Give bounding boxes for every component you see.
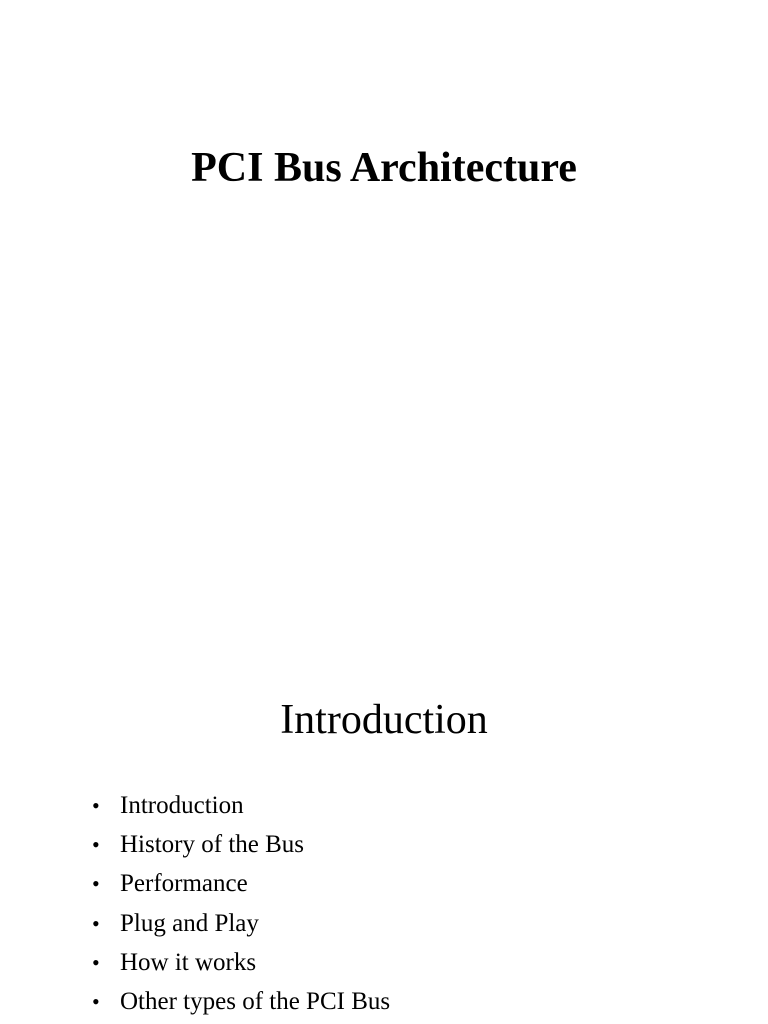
bullet-icon: • bbox=[92, 793, 100, 818]
list-item-text: History of the Bus bbox=[120, 831, 305, 859]
list-item bbox=[92, 982, 390, 1021]
list-item bbox=[92, 864, 390, 903]
slide-title: Introduction bbox=[280, 697, 488, 743]
list-item-text: Performance bbox=[120, 870, 248, 898]
presentation-title: PCI Bus Architecture bbox=[191, 145, 577, 191]
list-item bbox=[92, 904, 390, 943]
list-item-text: Plug and Play bbox=[120, 909, 259, 937]
list-item bbox=[92, 825, 390, 864]
bullet-icon: • bbox=[92, 871, 100, 897]
bullet-icon: • bbox=[92, 832, 100, 858]
bullet-icon: • bbox=[92, 949, 100, 975]
list-item bbox=[92, 786, 390, 825]
introduction-slide bbox=[0, 580, 768, 1024]
bullet-list bbox=[92, 786, 390, 1021]
list-item bbox=[92, 943, 390, 982]
list-item-text: Other types of the PCI Bus bbox=[120, 987, 391, 1015]
list-item-text: How it works bbox=[120, 948, 257, 976]
list-item-text: Introduction bbox=[120, 792, 244, 819]
bullet-icon: • bbox=[92, 910, 100, 936]
bullet-icon: • bbox=[92, 988, 100, 1014]
